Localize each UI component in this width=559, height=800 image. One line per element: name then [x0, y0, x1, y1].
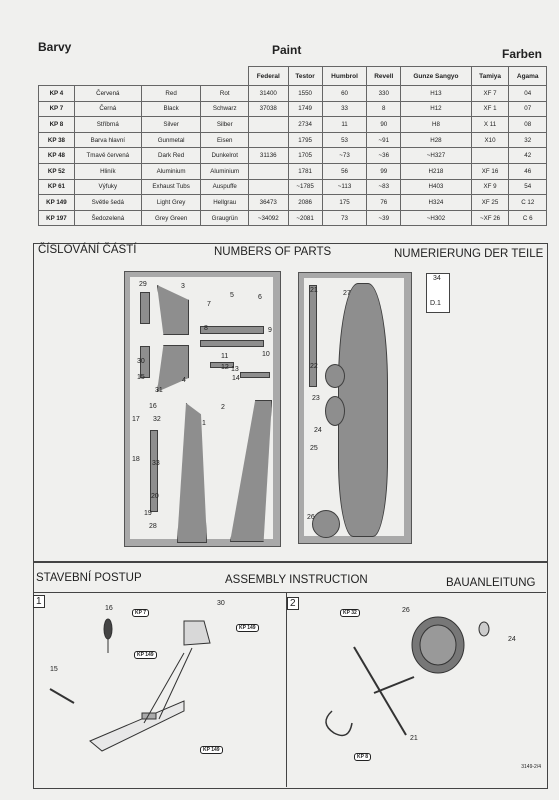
- part-number-label: 25: [310, 445, 318, 452]
- table-cell: ~H327: [401, 148, 471, 164]
- parts-title-german: NUMERIERUNG DER TEILE: [394, 248, 544, 260]
- table-cell: KP 7: [39, 101, 75, 117]
- part-number-label: 26: [307, 514, 315, 521]
- table-row: [39, 117, 547, 133]
- table-cell: Světle šedá: [74, 195, 141, 211]
- table-cell: C 12: [509, 195, 547, 211]
- part-number-label: 16: [149, 403, 157, 410]
- column-header: Federal: [249, 67, 288, 86]
- table-cell: H218: [401, 163, 471, 179]
- table-cell: 90: [367, 117, 401, 133]
- paint-code-label: KP 8: [354, 753, 371, 761]
- table-cell: XF 7: [471, 86, 509, 102]
- table-cell: 42: [509, 148, 547, 164]
- part-number-label: 8: [204, 325, 208, 332]
- table-cell: ~36: [367, 148, 401, 164]
- part-label: 30: [217, 600, 225, 607]
- table-cell: XF 1: [471, 101, 509, 117]
- part-number-label: 12: [221, 364, 229, 371]
- table-row: [39, 132, 547, 148]
- part-shape: [325, 364, 345, 388]
- paint-code-label: KP 149: [134, 651, 157, 659]
- table-cell: 11: [322, 117, 367, 133]
- part-number-label: 19: [144, 510, 152, 517]
- part-number-label: 3: [181, 283, 185, 290]
- part-number-label: 28: [149, 523, 157, 530]
- table-cell: Exhaust Tubs: [141, 179, 201, 195]
- table-cell: 175: [322, 195, 367, 211]
- step-1-number: 1: [33, 595, 45, 608]
- table-cell: Auspuffe: [201, 179, 249, 195]
- part-number-label: 18: [132, 456, 140, 463]
- parts-section: [33, 243, 548, 563]
- table-cell: H28: [401, 132, 471, 148]
- table-cell: Grey Green: [141, 210, 201, 226]
- table-cell: Silver: [141, 117, 201, 133]
- part-number-label: 23: [312, 395, 320, 402]
- part-number-label: 20: [151, 493, 159, 500]
- table-cell: 31400: [249, 86, 288, 102]
- table-cell: [249, 179, 288, 195]
- table-cell: Dark Red: [141, 148, 201, 164]
- table-cell: Silber: [201, 117, 249, 133]
- paint-code-label: KP 32: [340, 609, 360, 617]
- table-cell: KP 8: [39, 117, 75, 133]
- step-2-number: 2: [287, 597, 299, 610]
- table-cell: 08: [509, 117, 547, 133]
- table-cell: H8: [401, 117, 471, 133]
- part-label: 21: [410, 735, 418, 742]
- table-cell: Dunkelrot: [201, 148, 249, 164]
- part-label: 15: [50, 666, 58, 673]
- part-shape: [240, 372, 270, 378]
- table-cell: KP 52: [39, 163, 75, 179]
- part-number-label: 5: [230, 292, 234, 299]
- part-shape: [200, 326, 264, 334]
- table-cell: 99: [367, 163, 401, 179]
- table-cell: 53: [322, 132, 367, 148]
- table-cell: Stříbrná: [74, 117, 141, 133]
- table-cell: H12: [401, 101, 471, 117]
- part-label: 16: [105, 605, 113, 612]
- part-number-label: 4: [182, 377, 186, 384]
- part-number-label: 7: [207, 301, 211, 308]
- table-cell: ~34092: [249, 210, 288, 226]
- table-cell: Aluminium: [201, 163, 249, 179]
- column-header: Revell: [367, 67, 401, 86]
- column-header: Tamiya: [471, 67, 509, 86]
- assembly-title-english: ASSEMBLY INSTRUCTION: [225, 574, 368, 586]
- part-number-label: 24: [314, 427, 322, 434]
- part-number-label: 6: [258, 294, 262, 301]
- table-cell: C 6: [509, 210, 547, 226]
- table-cell: 56: [322, 163, 367, 179]
- table-cell: Schwarz: [201, 101, 249, 117]
- header-english: Paint: [272, 43, 302, 57]
- part-number-label: 13: [231, 366, 239, 373]
- table-cell: 330: [367, 86, 401, 102]
- table-cell: ~2081: [288, 210, 322, 226]
- paint-code-label: KP 7: [132, 609, 149, 617]
- table-cell: ~73: [322, 148, 367, 164]
- table-cell: 1749: [288, 101, 322, 117]
- table-cell: XF 9: [471, 179, 509, 195]
- part-shape: [140, 292, 150, 324]
- table-cell: 1550: [288, 86, 322, 102]
- table-cell: Graugrün: [201, 210, 249, 226]
- part-label: 26: [402, 607, 410, 614]
- part-number-label: 27: [343, 290, 351, 297]
- part-number-label: 9: [268, 327, 272, 334]
- table-cell: ~113: [322, 179, 367, 195]
- table-cell: ~H302: [401, 210, 471, 226]
- table-cell: 37038: [249, 101, 288, 117]
- table-cell: 73: [322, 210, 367, 226]
- table-cell: H13: [401, 86, 471, 102]
- part-number-label: 33: [152, 460, 160, 467]
- part-number-label: 11: [221, 353, 229, 360]
- table-cell: Hliník: [74, 163, 141, 179]
- part-shape: [309, 285, 317, 387]
- part-shape: [312, 510, 340, 538]
- table-cell: ~83: [367, 179, 401, 195]
- part-shape: [325, 396, 345, 426]
- table-cell: KP 61: [39, 179, 75, 195]
- table-row: [39, 148, 547, 164]
- paint-code-label: KP 149: [236, 624, 259, 632]
- table-row: [39, 101, 547, 117]
- table-cell: ~XF 26: [471, 210, 509, 226]
- table-cell: 76: [367, 195, 401, 211]
- table-cell: Eisen: [201, 132, 249, 148]
- part-number-label: 15: [137, 374, 145, 381]
- part-number-label: 2: [221, 404, 225, 411]
- table-cell: H324: [401, 195, 471, 211]
- part-label: 24: [508, 636, 516, 643]
- table-row: [39, 195, 547, 211]
- column-header: Testor: [288, 67, 322, 86]
- table-cell: 1795: [288, 132, 322, 148]
- part-number-label: 14: [232, 375, 240, 382]
- table-cell: ~39: [367, 210, 401, 226]
- table-cell: KP 38: [39, 132, 75, 148]
- assembly-title-czech: STAVEBNÍ POSTUP: [36, 572, 142, 584]
- table-row: [39, 163, 547, 179]
- column-header: Gunze Sangyo: [401, 67, 471, 86]
- part-number-label: 17: [132, 416, 140, 423]
- table-cell: 46: [509, 163, 547, 179]
- table-cell: 54: [509, 179, 547, 195]
- table-cell: KP 48: [39, 148, 75, 164]
- header-german: Farben: [502, 47, 543, 61]
- table-cell: 36473: [249, 195, 288, 211]
- table-cell: X10: [471, 132, 509, 148]
- part-shape: [338, 283, 388, 537]
- table-cell: [471, 148, 509, 164]
- part-number-label: 32: [153, 416, 161, 423]
- table-cell: Červená: [74, 86, 141, 102]
- table-cell: Light Grey: [141, 195, 201, 211]
- part-number-label: 1: [202, 420, 206, 427]
- table-cell: 07: [509, 101, 547, 117]
- table-cell: Rot: [201, 86, 249, 102]
- table-cell: [249, 132, 288, 148]
- assembly-drawings: [34, 593, 546, 787]
- column-header: Humbrol: [322, 67, 367, 86]
- parts-title-czech: ČÍSLOVÁNÍ ČÁSTÍ: [38, 244, 137, 256]
- table-cell: ~1785: [288, 179, 322, 195]
- table-row: [39, 179, 547, 195]
- table-cell: XF 16: [471, 163, 509, 179]
- part-number-label: 34: [433, 275, 441, 282]
- table-cell: Hellgrau: [201, 195, 249, 211]
- table-row: [39, 86, 547, 102]
- table-cell: Gunmetal: [141, 132, 201, 148]
- table-cell: 1705: [288, 148, 322, 164]
- part-number-label: 22: [310, 363, 318, 370]
- table-cell: 2086: [288, 195, 322, 211]
- table-cell: 04: [509, 86, 547, 102]
- table-cell: H403: [401, 179, 471, 195]
- part-number-label: D.1: [430, 300, 441, 307]
- column-header: Agama: [509, 67, 547, 86]
- table-cell: Red: [141, 86, 201, 102]
- header-czech: Barvy: [38, 40, 72, 54]
- table-cell: X 11: [471, 117, 509, 133]
- part-number-label: 30: [137, 358, 145, 365]
- table-cell: Šedozelená: [74, 210, 141, 226]
- table-cell: XF 25: [471, 195, 509, 211]
- paint-table: [38, 66, 547, 226]
- table-cell: [249, 163, 288, 179]
- table-row: [39, 210, 547, 226]
- table-cell: 2734: [288, 117, 322, 133]
- table-cell: Tmavě červená: [74, 148, 141, 164]
- part-number-label: 31: [155, 387, 163, 394]
- table-cell: 32: [509, 132, 547, 148]
- paint-code-label: KP 149: [200, 746, 223, 754]
- page-footer: 3149-2/4: [521, 764, 541, 770]
- table-cell: KP 4: [39, 86, 75, 102]
- part-number-label: 10: [262, 351, 270, 358]
- table-cell: Black: [141, 101, 201, 117]
- table-cell: Výfuky: [74, 179, 141, 195]
- table-cell: [249, 117, 288, 133]
- table-cell: 60: [322, 86, 367, 102]
- part-number-label: 21: [310, 287, 318, 294]
- part-number-label: 29: [139, 281, 147, 288]
- part-shape: [200, 340, 264, 347]
- table-cell: Aluminium: [141, 163, 201, 179]
- table-cell: KP 149: [39, 195, 75, 211]
- table-cell: 33: [322, 101, 367, 117]
- assembly-title-german: BAUANLEITUNG: [446, 577, 536, 589]
- table-cell: 1781: [288, 163, 322, 179]
- table-cell: 31136: [249, 148, 288, 164]
- table-cell: KP 197: [39, 210, 75, 226]
- table-cell: ~91: [367, 132, 401, 148]
- table-cell: 8: [367, 101, 401, 117]
- parts-title-english: NUMBERS OF PARTS: [214, 246, 332, 258]
- table-cell: Barva hlavní: [74, 132, 141, 148]
- table-cell: Černá: [74, 101, 141, 117]
